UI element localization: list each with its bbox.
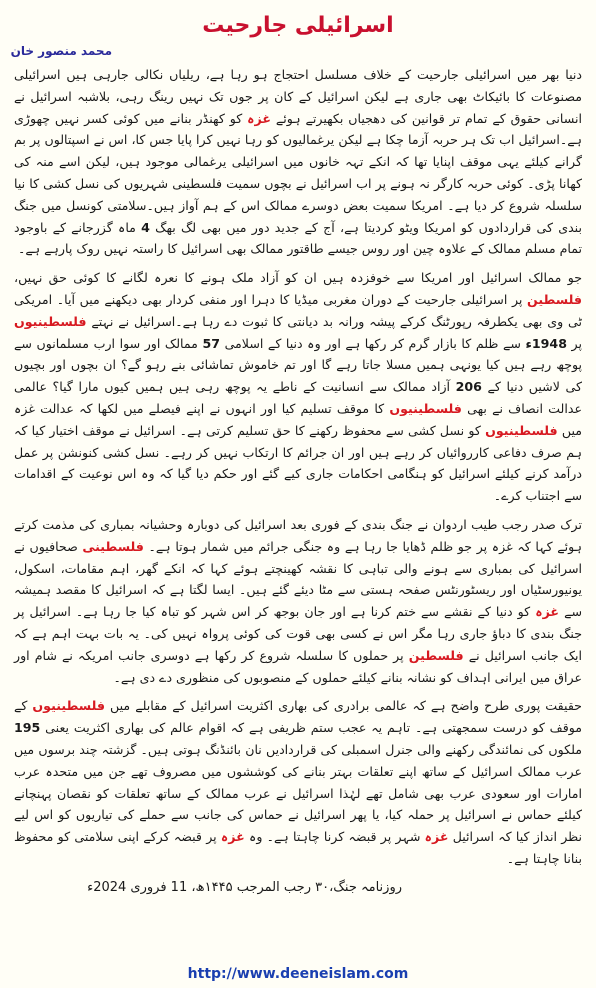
paragraph-text: شہر پر قبضہ کرنا چاہتا ہے۔ وہ	[244, 829, 425, 845]
website-link[interactable]: http://www.deeneislam.com	[187, 966, 409, 982]
paragraph-text: کو کھنڈر بنانے میں کوئی کسر نہیں چھوڑی ہے۔اسرائیل اب تک ہر حربہ آزما چکا ہے لیکن یرغمالیوں کو رہا نہیں کرا پایا جس کا، اس نے اسپتالوں پر بم گرانے کیلئے یہی موقف اپنایا تھا کہ انکے تہہ خانوں میں اسرائیلی یرغمالی موجود ہیں، لیکن اسے منہ کی کھانا پڑی۔ کوئی حربہ کارگر نہ ہونے پر اب اسرائیل نے بچوں سمیت	[14, 110, 582, 191]
highlight-number: 1948ء	[525, 335, 567, 351]
author-name: محمد منصور خان	[10, 44, 112, 58]
article-title: اسرائیلی جارحیت	[202, 13, 394, 38]
paragraph-text: پر	[566, 335, 582, 351]
paragraph-text: صحافیوں نے اسرائیل کی بمباری سے ہونے والی تباہی کا نقشہ کھینچتے ہوئے کہا کہ انکے گھر، اہم مقامات، اسکول، یونیورسٹیاں اور ریسٹورنٹس صفحہ ہستی سے مٹا دیئے گئے ہیں۔ ایسا لگتا ہے کہ اسرائیل کا مقصد ہمیشہ سے	[14, 538, 583, 620]
paragraph-text: دنیا بھر میں اسرائیلی جارحیت کے خلاف مسلسل احتجاج ہو رہا ہے، ریلیاں نکالی جارہی ہیں اسرائیلی مصنوعات کا بائیکاٹ بھی جاری ہے لیکن اسرائیل کے کان پر جوں تک نہیں رینگ رہی، بلاشبہ اسرائیل نے انسانی حقوق کے تمام تر قوانین کی دھجیاں بکھیرتے ہوئے	[14, 67, 582, 126]
paragraph-4	[14, 695, 582, 869]
paragraph-text: ممالک اور سوا ارب مسلمانوں سے پوچھ رہے ہیں کیا یونہی ہمیں مسلا جاتا رہے گا اور تم خاموش تماشائی بنے رہو گے؟ ان بچوں اور بچیوں کی لاشیں دنیا کے	[14, 335, 582, 395]
paragraph-text: کو دنیا کے نقشے سے ختم کرنا ہے اور جان بوجھ کر اس شہر کو تباہ کیا جا رہا ہے۔ اسرائیل پر جنگ بندی کا دباؤ جاری رہا مگر اس نے کسی بھی قوت کی کوئی پرواہ نہیں کی۔ یہ بات بہت اہم ہے کہ ایک جانب اسرائیل نے	[14, 604, 583, 663]
paragraph-text: فلسطینی	[172, 175, 223, 191]
highlight-term: فلسطینیوں	[32, 698, 105, 714]
article-body	[14, 64, 582, 870]
highlight-term: غزہ	[247, 110, 271, 126]
highlight-term: فلسطین	[408, 647, 464, 663]
paragraph-text: پر حملوں کا سلسلہ شروع کر رکھا ہے دوسری جانب امریکہ نے شام اور عراق میں ایرانی اہداف کو نشانہ بنانے کیلئے حملوں کے منصوبوں کی منظوری دے دی ہے۔	[14, 647, 582, 685]
highlight-term: فلسطینیوں	[14, 313, 87, 329]
highlight-term: غزہ	[220, 829, 245, 845]
highlight-term: فلسطینی	[82, 538, 144, 554]
highlight-term: فلسطینیوں	[389, 400, 462, 416]
paragraph-3	[14, 514, 582, 688]
paragraph-1	[14, 64, 582, 260]
paragraph-text: پر اسرائیلی جارحیت کے دوران مغربی میڈیا کا دہرا اور منفی کردار بھی دیکھنے میں آیا۔ امریکی ٹی وی بھی یکطرفہ رپورٹنگ کرکے پیشہ ورانہ بد دیانتی کا ثبوت دے رہا ہے۔اسرائیل نے نہتے	[14, 291, 582, 329]
highlight-term: غزہ	[424, 829, 449, 845]
paragraph-text: کے موقف کو درست سمجھتی ہے۔ تاہم یہ عجب ستم ظریفی ہے کہ اقوام عالم کی بھاری اکثریت یعنی	[14, 698, 582, 736]
paragraph-text: جو ممالک اسرائیل اور امریکا سے خوفزدہ ہیں ان کو آزاد ملک ہونے کا نعرہ لگانے کا کوئی حق نہیں،	[14, 270, 582, 286]
paragraph-2	[14, 267, 582, 507]
paragraph-text: حقیقت پوری طرح واضح ہے کہ عالمی برادری کی بھاری اکثریت اسرائیل کے مقابلے میں	[104, 698, 582, 714]
highlight-number: 57	[202, 335, 220, 351]
highlight-term: فلسطین	[527, 291, 582, 307]
paragraph-text: پر قبضہ کرکے اپنی سلامتی کو محفوظ بنانا چاہتا ہے۔	[14, 829, 582, 866]
source-dateline: روزنامہ جنگ،۳۰ رجب المرجب ۱۴۴۵ھ، 11 فروری 2024ء	[87, 879, 402, 895]
paragraph-text: سے ظلم کا بازار گرم کر رکھا ہے اور وہ دنیا کے اسلامی	[220, 335, 526, 351]
paragraph-text: کو نسل کشی سے محفوظ رکھنے کا حق تسلیم کرتی ہے۔ اسرائیل نے موقف اختیار کیا کہ ہم صرف دفاعی کارروائیاں کر رہے ہیں اور ان جرائم کا ارتکاب نہیں کر رہے۔ نسل کشی کنونشن پر عمل درآمد کرنے کیلئے اسرائیل کو ہنگامی احکامات جاری کیے گئے اور حکم دیا گیا کہ وہ اس نوعیت کے اقدامات سے اجتناب کرے۔	[14, 422, 582, 504]
paragraph-text: ترک صدر رجب طیب اردوان نے جنگ بندی کے فوری بعد اسرائیل کی دوبارہ وحشیانہ بمباری کی مذمت کرتے ہوئے کہا کہ غزہ پر جو ظلم ڈھایا جا رہا ہے وہ جنگی جرائم میں شمار ہوتا ہے۔	[14, 516, 582, 554]
highlight-term: فلسطینیوں	[485, 422, 558, 438]
paragraph-text: آزاد ممالک سے انسانیت کے ناطے یہ پوچھ رہی ہیں ہمیں کیوں مارا گیا؟ عالمی عدالت انصاف نے بھی	[14, 379, 582, 416]
paragraph-text: ملکوں کی نمائندگی رکھنے والی جنرل اسمبلی کی قراردادیں نان بائنڈنگ ہوتی ہیں۔ گزشتہ چند برسوں میں عرب ممالک اسرائیل کے ساتھ اپنے تعلقات بہتر بنانے کی کوششوں میں مصروف تھے جن میں متحدہ عرب امارات اور سعودی عرب بھی شامل تھے لہٰذا اسرائیل نے عرب ممالک کے ساتھ تعلقات کو نقصان پہنچانے کیلئے حماس نے اسرائیل پر حملہ کیا، یا پھر اسرائیل نے حماس کی جانب سے حملے کی تیاریوں کو اس لیے نظر انداز کیا کہ اسرائیل	[14, 741, 582, 845]
highlight-number: 4	[141, 219, 150, 235]
highlight-number: 195	[14, 720, 41, 736]
highlight-term: غزہ	[535, 604, 560, 620]
paragraph-text: کا موقف تسلیم کیا اور انہوں نے اپنے فیصلے میں لکھا کہ عدالت غزہ میں	[14, 400, 582, 438]
paragraph-text: ماہ گزرجانے کے باوجود تمام مسلم ممالک کے علاوہ چین اور روس جیسے طاقتور ممالک بھی اسرائیل کا راستہ نہیں روک پارہے ہے۔	[14, 219, 582, 257]
paragraph-text: شہریوں کی نسل کشی کا نیا سلسلہ شروع کر دیا ہے۔ امریکا سمیت بعض دوسرے ممالک اس کے ہم آواز ہیں۔سلامتی کونسل میں جنگ بندی کی قراردادوں کو امریکا ویٹو کردیتا ہے، آج کے جدید دور میں بھی لگ بھگ	[14, 175, 582, 235]
highlight-number: 206	[455, 379, 482, 395]
